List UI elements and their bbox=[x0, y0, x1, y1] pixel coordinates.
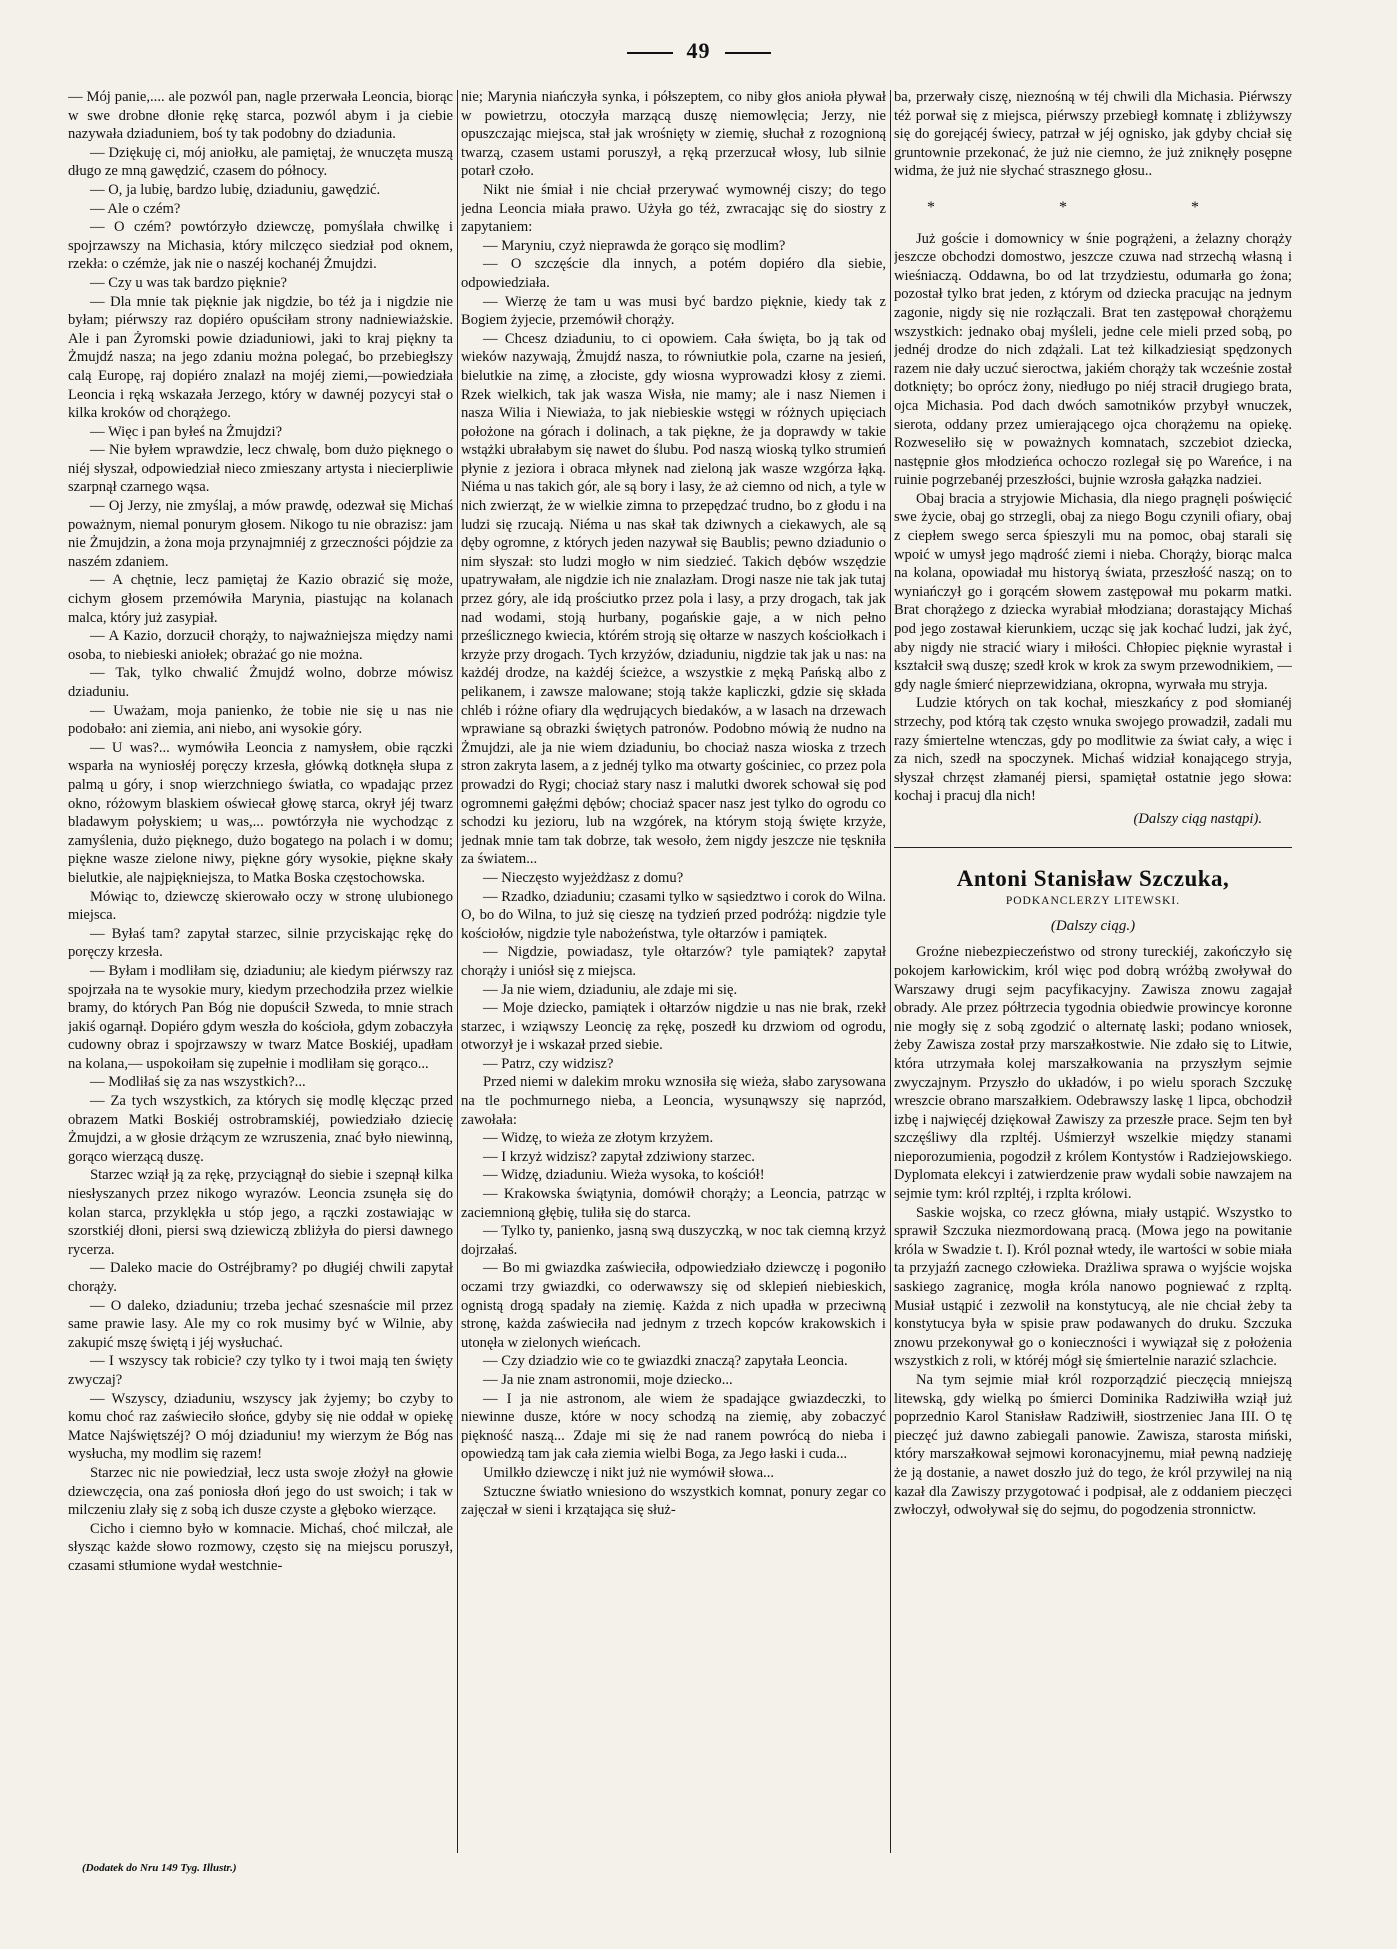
paragraph: — Ale o czém? bbox=[90, 200, 181, 217]
paragraph: — Widzę, to wieża ze złotym krzyżem. bbox=[483, 1130, 714, 1147]
paragraph: — Więc i pan byłeś na Żmujdzi? bbox=[90, 423, 283, 440]
paragraph: Starzec nic nie powiedział, lecz usta swoje złożył na głowie dziewczęcia, ona zaś poniosła dłoń jego do ust swoich; i tak w milczeniu zlały się z sobą ich dusze czyste a głęboko wierzące. bbox=[68, 1464, 453, 1519]
paragraph: — Nie byłem wprawdzie, lecz chwalę, bom dużo pięknego o niéj słyszał, odpowiedział nieco zmieszany artysta i niecierpliwie szarpnął czarnego wąsa. bbox=[68, 442, 453, 496]
paragraph: — Nigdzie, powiadasz, tyle ołtarzów? tyle pamiątek? zapytał chorąży i uniósł się z miejsca. bbox=[461, 944, 886, 979]
article-paragraph: Saskie wojska, co rzecz główna, miały ustąpić. Wszystko to sprawił Szczuka niezmordowaną pracą. (Mowa jego na powitanie króla w Swadzie t. I). Król poznał wtedy, ile wartości w sobie miała ta przyjaźń zacnego człowieka. Drażliwa sprawa o wyjście wojska saskiego zagranicę, mogła króla nanowo pogniewać z rzpltą. Musiał ustąpić i zezwolił na konstytucyą, ale nie chciał żeby ta konstytucya była w spisie praw podawanych do druku. Szczuka znowu przekonywał go o konieczności i wywiązał się z położenia wszystkich z roli, w któréj mógł się śmiertelnie narazić szlachcie. bbox=[894, 1204, 1292, 1370]
paragraph: — A chętnie, lecz pamiętaj że Kazio obrazić się może, cichym głosem przemówiła Marynia, piastując na kolanach malca, który już zasypiał. bbox=[68, 572, 453, 626]
paragraph: — Bo mi gwiazdka zaświeciła, odpowiedziało dziewczę i pogoniło oczami trzy gwiazdki, co oderwawszy się od sklepień niebieskich, ognistą drogą spadały na ziemię. Każda z nich upadła w przeciwną stronę, każda zaświeciła nad jednym z trzech kopców krakowskich i utonęła w zielonych wieńcach. bbox=[461, 1260, 886, 1351]
paragraph: — Czy dziadzio wie co te gwiazdki znaczą? zapytała Leoncia. bbox=[483, 1353, 848, 1370]
paragraph: — O, ja lubię, bardzo lubię, dziaduniu, gawędzić. bbox=[90, 181, 381, 198]
page-number-rule-right bbox=[725, 52, 771, 54]
page-number-text: 49 bbox=[686, 38, 711, 63]
paragraph: — Uważam, moja panienko, że tobie nie się u nas nie podobało: ani ziemia, ani niebo, ani wysokie góry. bbox=[68, 702, 453, 738]
footer-note: (Dodatek do Nru 149 Tyg. Illustr.) bbox=[82, 1862, 237, 1874]
paragraph: — O czém? powtórzyło dziewczę, pomyślała chwilkę i spojrzawszy na Michasia, który milczęco siedział pod oknem, rzekła: o czémże, jak nie o naszéj kochanéj Żmujdzi. bbox=[68, 219, 453, 273]
paragraph: Przed niemi w dalekim mroku wznosiła się wieża, słabo zarysowana na tle pochmurnego nieba, a Leoncia, wysunąwszy się naprzód, zawołała: bbox=[461, 1074, 886, 1128]
paragraph: — O daleko, dziaduniu; trzeba jechać szesnaście mil przez same prawie lasy. Ale my co rok musimy być w Wilnie, aby zakupić mszę świętą i jéj wysłuchać. bbox=[68, 1297, 453, 1351]
paragraph: — Widzę, dziaduniu. Wieża wysoka, to kościół! bbox=[483, 1167, 765, 1184]
paragraph: — Nieczęsto wyjeżdżasz z domu? bbox=[483, 869, 684, 886]
paragraph: — Byłaś tam? zapytał starzec, silnie przyciskając rękę do poręczy krzesła. bbox=[68, 925, 453, 961]
paragraph: nie; Marynia niańczyła synka, i półszeptem, co niby głos anioła pływał w powietrzu, otoczyła marzącą duszę niemowlęcia; Jerzy, nie opuszczając miejsca, stał jak wrośnięty w ziemię, słuchał z rozognioną twarzą, czasem ustami poruszył, a ręką przerzucał włosy, lub silnie potarł czoło. bbox=[461, 89, 886, 180]
column-1-story bbox=[68, 88, 453, 1849]
paragraph: — Dziękuję ci, mój aniołku, ale pamiętaj, że wnuczęta muszą długo ze mną gawędzić, czasem do północy. bbox=[68, 144, 453, 180]
column-divider-2 bbox=[890, 90, 891, 1853]
paragraph: — Tak, tylko chwalić Żmujdź wolno, dobrze mówisz dziaduniu. bbox=[68, 665, 453, 700]
paragraph: — I ja nie astronom, ale wiem że spadające gwiazdeczki, to niewinne dusze, które w nocy schodzą na ziemię, aby zobaczyć piękność naszą... Zdaje mi się że nad ranem powrócą do nieba i opowiedzą tam jak cała ziemia wielbi Boga, za Jego łaski i cuda... bbox=[461, 1390, 886, 1463]
paragraph: — Byłam i modliłam się, dziaduniu; ale kiedym piérwszy raz spojrzała na te wysokie mury, kiedym przechodziła przez wielkie bramy, do których Pan Bóg nie dopuścił Szweda, to mnie strach jakiś ogarnął. Dopiéro gdym weszła do kościoła, gdym zobaczyła cudowny obraz i spojrzawszy w twarz Matce Boskiéj, upadłam na kolana,— uspokoiłam się zupełnie i modliłam się gorąco... bbox=[68, 962, 453, 1072]
paragraph: — A Kazio, dorzucił chorąży, to najważniejsza między nami osoba, to niebieski aniołek; obrażać go nie można. bbox=[68, 628, 453, 663]
paragraph: — I wszyscy tak robicie? czy tylko ty i twoi mają ten święty zwyczaj? bbox=[68, 1353, 453, 1388]
paragraph: — Dla mnie tak pięknie jak nigdzie, bo téż ja i nigdzie nie byłam; piérwszy raz dopiéro opuściłam strony nadniewiażskie. Ale i pan Żyromski powie dziaduniowi, jaki to kraj piękny ta Żmujdź nasza; na jego zdaniu można polegać, bo przebiegłszy calą Europę, raj dopiéro znalazł na mojéj ziemi,—powiedziała Leoncia i ręką wskazała Jerzego, który w dawnéj pozycyi stał o kilka kroków od chorążego. bbox=[68, 293, 453, 422]
paragraph: — Daleko macie do Ostréjbramy? po długiéj chwili zapytał chorąży. bbox=[68, 1260, 453, 1295]
paragraph: Cicho i ciemno było w komnacie. Michaś, choć milczał, ale słysząc każde słowo rozmowy, często się na miejscu poruszył, czasami stłumione wydał westchnie- bbox=[68, 1520, 453, 1574]
paragraph: — Mój panie,.... ale pozwól pan, nagle przerwała Leoncia, biorąc w swe drobne dłonie rękę starca, pozwól abym i ja ciebie nazywała dziaduniem, boś ty tak podobny do dziadunia. bbox=[68, 89, 453, 143]
page-number bbox=[0, 38, 1397, 64]
paragraph: Umilkło dziewczę i nikt już nie wymówił słowa... bbox=[483, 1464, 775, 1481]
paragraph: Już goście i domownicy w śnie pogrążeni, a żelazny chorąży jeszcze obchodzi domostwo, jeszcze czuwa nad strzechą własną i wieśniaczą. Oddawna, bo od lat trzydziestu, odumarła go żona; pozostał tylko brat jeden, z którym od dziecka pracując na jednym zagonie, nigdy się nie rozłączali. Brat ten zastępował chorążemu wszystkich: jednako obaj myśleli, jedne cele mieli przed sobą, po jednéj drodze do nich zdążali. Lat też kilkadziesiąt spędzonych razem nie dały uczuć sieroctwa, jakiém chorąży tak wcześnie został dotknięty; bo oprócz żony, niedługo po niéj stracił drugiego brata, ojca Michasia. Pod dach dwóch samotników przybył wnuczek, sierota, oddany przez umierającego ojca chorążemu na opiekę. Rozweseliło się w poważnych komnatach, szczebiot dziecka, następnie głos młodzieńca ochoczo rozlegał się po Wareńce, i na ruinie pogrzebanéj przeszłości, bujnie wzrosła gałązka nadziei. bbox=[894, 230, 1292, 489]
paragraph: — Wierzę że tam u was musi być bardzo pięknie, kiedy tak z Bogiem żyjecie, przemówił chorąży. bbox=[461, 293, 886, 329]
paragraph: Mówiąc to, dziewczę skierowało oczy w stronę ulubionego miejsca. bbox=[68, 888, 453, 924]
paragraph: — Krakowska świątynia, domówił chorąży; a Leoncia, patrząc w zaciemnioną głębię, tuliła się do starca. bbox=[461, 1186, 886, 1221]
column-divider-1 bbox=[457, 90, 458, 1853]
paragraph: Sztuczne światło wniesiono do wszystkich komnat, ponury zegar co zajęczał w sieni i krzątająca się służ- bbox=[461, 1483, 886, 1519]
story-continuation-note: (Dalszy ciąg nastąpi). bbox=[1133, 810, 1262, 827]
paragraph: — Czy u was tak bardzo pięknie? bbox=[90, 274, 287, 291]
paragraph: — U was?... wymówiła Leoncia z namysłem, obie rączki wsparła na wyniosłéj poręczy krzesła, główką dotknęła słupa z palmą u góry, i snop wierzchniego światła, co wpadając przez okno, różowym blaskiem oświecał głowę starca, okrył jéj twarz bladawym połyskiem; u was,... powtórzyła nie wychodząc z zamyślenia, dużo pięknego, dużo bogatego na polach i w domu; piękne wasze zielone niwy, piękne góry wysokie, piękne skały bielutkie, ale najpiękniejsza, to Matka Boska częstochowska. bbox=[68, 739, 453, 886]
paragraph: ba, przerwały ciszę, nieznośną w téj chwili dla Michasia. Piérwszy téż porwał się z miejsca, piérwszy przebiegł komnatę i zbliżywszy się do gorejącéj świecy, patrzał w jéj ognisko, jak gdyby chciał się gruntownie przekonać, że już nie ciemno, że już zniknęły posępne widma, że już nie słychać strasznego głosu.. bbox=[894, 89, 1292, 180]
column-2-story bbox=[461, 88, 886, 1849]
article-paragraph: Groźne niebezpieczeństwo od strony tureckiéj, zakończyło się pokojem karłowickim, król więc pod dobrą wróżbą zwoływał do Warszawy drugi sejm pacyfikacyjny. Zawisza znowu zagajał obrady. Ale przez półtrzecia tygodnia obiedwie prowincye koronne nie mogły się z sobą zgodzić o alternatę laski; podano wniosek, żeby Zawisza został przy marszałkostwie. Nie zdało się to Litwie, która utrzymała kolej marszałkowania na przyszłym sejmie zwyczajnym. Przyszło do układów, i po wielu sporach Szczukę wreszcie obrano marszałkiem. Odebrawszy laskę 1 lipca, obchodził izbę i najwięcéj dziękował Zawiszy za przeszłe prace. Sejm ten był szczęśliwy dla rzpltéj. Uśmierzył wszelkie między stanami nieporozumienia, pogodził z królem Kontystów i Radziejowskiego. Dyplomata elekcyi i zatwierdzenie praw wydali sobie nawzajem na sejmie tym: król rzpltéj, i rzplta królowi. bbox=[894, 944, 1292, 1203]
section-asterisks: * * * bbox=[927, 198, 1259, 216]
article-paragraph: Na tym sejmie miał król rozporządzić pieczęcią mniejszą litewską, gdy wielką po śmierci Dominika Radziwiłła wziął już poprzednio Karol Stanisław Radziwiłł, siostrzeniec Jana III. O tę pieczęć już dawno zabiegali panowie. Zawisza, starosta miński, który marszałkował sejmowi koronacyjnemu, miał pewną nadzieję że ją dostanie, a nawet doszło już do tego, że król przywilej na nią kazał dla Zawiszy przygotować i podpisał, ale z oddaniem pieczęci zwłoczył, odwoływał się do sejmu, do pogodzenia stronnictw. bbox=[894, 1372, 1292, 1519]
paragraph: — Chcesz dziaduniu, to ci opowiem. Cała święta, bo ją tak od wieków nazywają, Żmujdź nasza, to równiutkie pola, czarne na jesień, bielutkie na zimę, a złociste, gdy wiosna wyprowadzi kłosy z ziemi. Rzek wielkich, tak jak wasza Wisła, nie mamy; ale i nasz Niemen i nasza Wilia i Niewiaża, to jak niebieskie wstęgi w różnych upięciach położone na górach i dolinach, a tak piękne, że ja doprawdy w takie wstążki ubrałabym się nawet do ślubu. Pod naszą wioską tylko strumień płynie z jeziora i obraca młynek nad zieloną jak wasze wzgórza łąką. Niéma u nas takich gór, ale są bory i lasy, że aż ciemno od nich, a tyle w nich zwierząt, że w wielkie zimna to przepędzać trudno, bo z głodu i na ludzi się rzucają. Niéma u nas skał tak dziwnych a ciekawych, ale są dęby ogromne, z których jeden nazywał się Baublis; pewno dziadunio o nim słyszał: sto ludzi mogło w nim siedzieć. Takich dębów wszędzie upatrywałam, ale nigdzie ich nie znalazłam. Drogi nasze nie tak jak tutaj przez góry, ale idą prościutko przez pola i lasy, a przy drogach, tak jak nad wodami, stoją hurbany, pogańskie gaje, a w nich pełno prześlicznego kwiecia, którém stroją się ołtarze w naszych kościołkach i krzyże przy drogach. Tych krzyżów, dziaduniu, nigdzie tak jak u nas: na każdéj drodze, na każdéj ścieżce, a wszystkie z męką Pańską albo z pelikanem, i zawsze malowane; stoją także kapliczki, gdzie się składa chléb i różne ofiary dla wędrujących biedaków, a w lasach na drzewach wprawiane są obrazki świętych patronów. Podobno mówią że nudno na Żmujdzi, ale ja nie wiem dziaduniu, bo chociaż nasza wioska z trzech stron zakryta lasem, a z jednéj tylko ma otwarty gościniec, co przez pola prowadzi do Rygi; chociaż stary nasz i malutki dworek schował się pod ogromnemi gałęźmi dębów; chociaż spacer nasz jest tylko do ogrodu co schodzi ku jezioru, lub na wzgórek, na którym stoją święte krzyże, jednak mnie tam tak dobrze, tak wesoło, żem nigdy jeszcze nie tęskniła za światem... bbox=[461, 330, 886, 868]
article-subtitle: PODKANCLERZY LITEWSKI. bbox=[1005, 895, 1181, 908]
paragraph: — Maryniu, czyż nieprawda że gorąco się modlim? bbox=[483, 237, 786, 254]
paragraph: — Oj Jerzy, nie zmyślaj, a mów prawdę, odezwał się Michaś poważnym, niemal ponurym głosem. Nikogo tu nie obrazisz: jam nie Żmujdzin, a żona moja przynajmniéj z grzeczności pójdzie za naszém zdaniem. bbox=[68, 498, 453, 570]
paragraph: Obaj bracia a stryjowie Michasia, dla niego pragnęli poświęcić swe życie, obaj go strzegli, obaj za niego Bogu czynili ofiary, obaj z ciepłem swego serca śpieszyli mu na pomoc, obaj starali się wpoić w umysł jego mądrość ziemi i nieba. Chorąży, biorąc malca na kolana, opowiadał mu historyą świata, przeszłość naszą; on to wyniańczył go i gorącém słowem zastępował mu pokarm matki. Brat chorążego z dziecka wyrabiał młodziana; dorastający Michaś pod jego zostawał kierunkiem, ucząc się jak kochać ludzi, jak żyć, aby nigdy nie stracić wiary i miłości. Chłopiec pięknie wyrastał i kształcił swą duszę; szedł krok w krok za swym przewodnikiem, — gdy nagle śmierć nieprzewidziana, okropna, wyrwała mu stryja. bbox=[894, 490, 1292, 693]
paragraph: — Tylko ty, panienko, jasną swą duszyczką, w noc tak ciemną krzyż dojrzałaś. bbox=[461, 1223, 886, 1258]
paragraph: — Ja nie wiem, dziaduniu, ale zdaje mi się. bbox=[483, 981, 738, 998]
paragraph: — Patrz, czy widzisz? bbox=[483, 1055, 614, 1072]
paragraph: — O szczęście dla innych, a potém dopiéro dla siebie, odpowiedziała. bbox=[461, 256, 886, 291]
paragraph: — I krzyż widzisz? zapytał zdziwiony starzec. bbox=[483, 1148, 755, 1165]
article-continued-note: (Dalszy ciąg.) bbox=[1050, 917, 1136, 934]
paragraph: — Rzadko, dziaduniu; czasami tylko w sąsiedztwo i corok do Wilna. O, bo do Wilna, to już się cieszę na tydzień przed podróżą: nigdzie tyle kościołów, nigdzie tyle nabożeństwa, tyle ołtarzów i pamiątek. bbox=[461, 888, 886, 942]
paragraph: Starzec wziął ją za rękę, przyciągnął do siebie i szepnął kilka niesłyszanych przez nikogo wyrazów. Leoncia zsunęła się do kolan starca, przyklękła u stóp jego, a rączki zostawiając w szorstkiéj dłoni, piersi swą dziewiczą zbliżyła do piersi dawnego rycerza. bbox=[68, 1167, 453, 1258]
paragraph: Nikt nie śmiał i nie chciał przerywać wymownéj ciszy; do tego jedna Leoncia miała prawo. Użyła go téż, zwracając się do siostry z zapytaniem: bbox=[461, 181, 886, 236]
paragraph: — Moje dziecko, pamiątek i ołtarzów nigdzie u nas nie brak, rzekł starzec, i wziąwszy Leoncię za rękę, poszedł ku drzwiom od ogrodu, otworzył je i wskazał przed siebie. bbox=[461, 1000, 886, 1054]
article-title: Antoni Stanisław Szczuka, bbox=[956, 865, 1230, 891]
article-separator bbox=[894, 847, 1292, 848]
paragraph: — Modliłaś się za nas wszystkich?... bbox=[90, 1074, 306, 1091]
paragraph: — Za tych wszystkich, za których się modlę klęcząc przed obrazem Matki Boskiéj ostrobramskiéj, powiedziało dziecię Żmujdzi, a w głosie drżącym ze wzruszenia, znać było niewinną, gorąco wierzącą duszę. bbox=[68, 1093, 453, 1165]
paragraph: — Wszyscy, dziaduniu, wszyscy jak żyjemy; bo czyby to komu choć raz zaświeciło słońce, gdyby się nie oddał w opiekę Matce Najświętszéj? O mój dziaduniu! my wierzym że Bóg nas wysłucha, my modlim się razem! bbox=[68, 1390, 453, 1463]
paragraph: — Ja nie znam astronomii, moje dziecko... bbox=[483, 1371, 733, 1388]
page-number-rule-left bbox=[627, 52, 673, 54]
column-3 bbox=[894, 88, 1292, 1849]
paragraph: Ludzie których on tak kochał, mieszkańcy z pod słomianéj strzechy, pod którą tak często wnuka swojego prowadził, zadali mu razy śmiertelne wtenczas, gdy po modlitwie za świat cały, a więc i za nich, szedł na spoczynek. Michaś widział konającego stryja, słyszał chrzęst złamanéj piersi, spamiętał ostatnie jego słowa: kochaj i pracuj dla nich! bbox=[894, 695, 1292, 805]
